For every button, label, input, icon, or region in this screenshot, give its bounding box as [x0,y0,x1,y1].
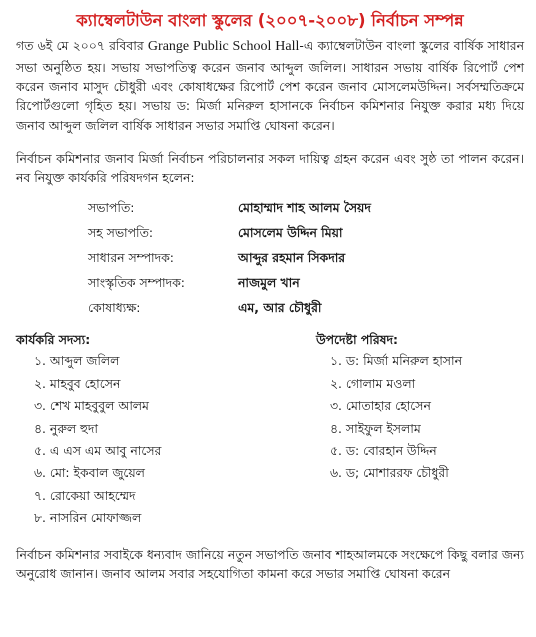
officer-role: কোষাধ্যক্ষ: [88,300,141,316]
officer-row [88,297,371,322]
advisory-board-heading: উপদেষ্টা পরিষদ: [316,332,398,348]
list-item: ২. মাহবুব হোসেন [34,375,121,391]
executive-members-list [16,351,316,530]
list-item: ৫. ড: বোরহান উদ্দিন [330,443,437,459]
list-item: ৬. ড; মোশাররফ চৌধুরী [330,465,449,481]
officer-row [88,247,371,272]
list-item: ৩. শেখ মাহবুবুল আলম [34,398,149,414]
article-title: ক্যাম্বেলটাউন বাংলা স্কুলের (২০০৭-২০০৮) নির্বাচন সম্পন্ন [76,11,464,30]
member-lists [16,330,524,530]
officer-role: সাধারন সম্পাদক: [88,250,174,266]
officer-name: নাজমুল খান [238,275,300,291]
officer-row [88,222,371,247]
list-item: ৬. মো: ইকবাল জুয়েল [34,465,145,481]
list-item: ৪. সাইফুল ইসলাম [330,420,421,436]
officer-role: সভাপতি: [88,200,135,216]
venue-name: Grange Public School Hall [147,39,300,55]
officer-name: আব্দুর রহমান সিকদার [238,250,346,266]
intro-text-rest: -এ ক্যাম্বেলটাউন বাংলা স্কুলের বার্ষিক সাধারন সভা অনুষ্ঠিত হয়। সভায় সভাপতিত্ব করেন জনাব আব্দুল জলিল। সাধারন সভায় বার্ষিক রিপোর্ট পেশ করেন জনাব মাসুদ চৌধুরী এবং কোষাধক্ষের রিপোর্ট পেশ করেন জনাব মোসলেমউদ্দিন। সর্বসম্মতিক্রমে রিপোর্টগুলো গৃহিত হয়। সভায় ড: মির্জা মনিরুল হাসানকে নির্বাচন কমিশনার নিযুক্ত করার মধ্য দিয়ে জনাব আব্দুল জলিল বার্ষিক সাধারন সভার সমাপ্তি ঘোষনা করেন। [16,38,524,133]
list-item: ২. গোলাম মওলা [330,375,416,391]
intro-paragraph [16,36,524,135]
officers-table [88,197,371,322]
officer-name: মোসলেম উদ্দিন মিয়া [238,225,343,241]
advisory-board-list [316,351,524,485]
executive-members-heading: কার্যকরি সদস্য: [16,332,91,348]
article [0,10,536,637]
closing-paragraph: নির্বাচন কমিশনার সবাইকে ধন্যবাদ জানিয়ে নতুন সভাপতি জনাব শাহআলমকে সংক্ষেপে কিছু বলার জন্য অনুরোধ জানান। জনাব আলম সবার সহযোগিতা কামনা করে সভার সমাপ্তি ঘোষনা করেন [16,546,524,581]
advisory-board-column [316,330,524,530]
list-item: ১. ড: মির্জা মনিরুল হাসান [330,353,462,369]
officer-role: সহ সভাপতি: [88,225,154,241]
officer-role: সাংস্কৃতিক সম্পাদক: [88,275,185,291]
officer-row [88,272,371,297]
officer-row [88,197,371,222]
commission-paragraph: নির্বাচন কমিশনার জনাব মির্জা নির্বাচন পরিচালনার সকল দায়িত্ব গ্রহন করেন এবং সুষ্ঠ তা পালন করেন। নব নিযুক্ত কার্যকরি পরিষদগন হলেন: [16,150,524,186]
officer-name: এম, আর চৌধুরী [238,300,322,316]
list-item: ৪. নুরুল হুদা [34,420,99,436]
list-item: ৫. এ এস এম আবু নাসের [34,443,162,459]
list-item: ৭. রোকেয়া আহম্মেদ [34,487,136,503]
executive-members-column [16,330,316,530]
officer-name: মোহাম্মাদ শাহ আলম সৈয়দ [238,200,371,216]
list-item: ৩. মোতাহার হোসেন [330,398,431,414]
list-item: ১. আব্দুল জলিল [34,353,120,369]
intro-text-start: গত ৬ই মে ২০০৭ রবিবার [16,38,148,54]
list-item: ৮. নাসরিন মোফাজ্জল [34,510,142,526]
